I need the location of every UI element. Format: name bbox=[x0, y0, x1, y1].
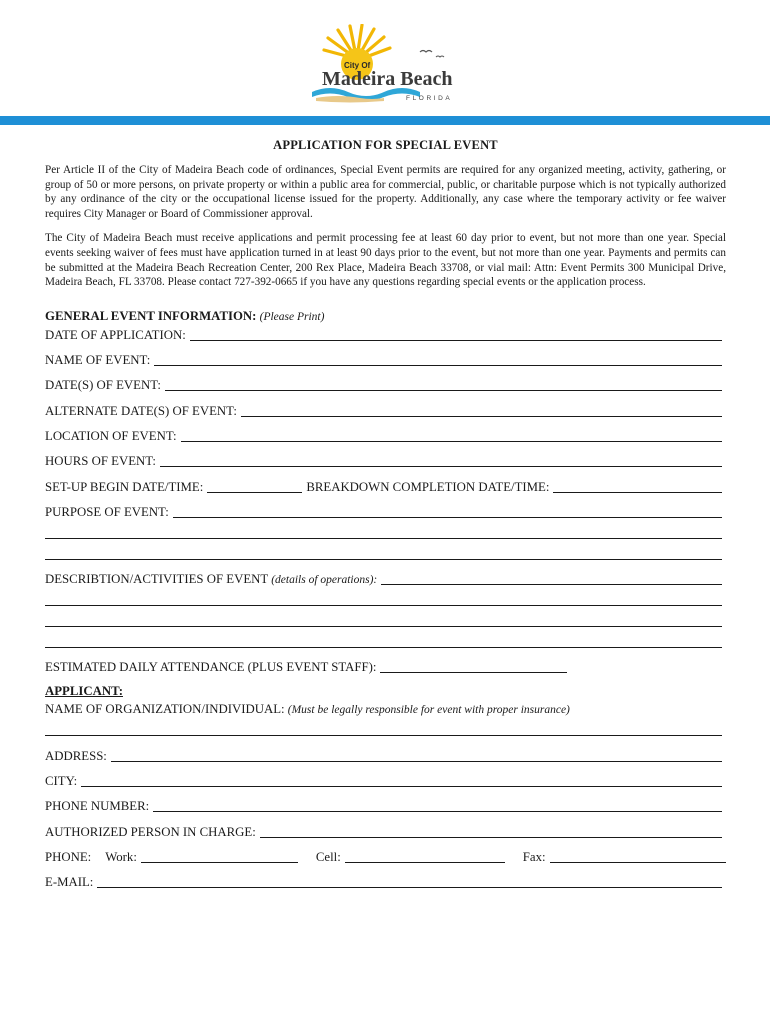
authorized-person-row bbox=[45, 819, 726, 844]
form-body bbox=[45, 138, 726, 895]
logo-city-name: Madeira Beach bbox=[322, 68, 453, 90]
phone-label: PHONE: bbox=[45, 849, 92, 864]
description-label bbox=[45, 572, 377, 587]
description-continuation-field[interactable] bbox=[45, 626, 722, 627]
name-of-event-field[interactable] bbox=[154, 365, 722, 366]
dates-of-event-label: DATE(S) OF EVENT: bbox=[45, 378, 161, 393]
city-of-madeira-beach-logo bbox=[310, 24, 460, 106]
org-name-note: (Must be legally responsible for event with proper insurance) bbox=[287, 704, 570, 717]
hours-of-event-row bbox=[45, 449, 726, 474]
phone-number-row bbox=[45, 794, 726, 819]
description-label-note: (details of operations): bbox=[271, 574, 378, 587]
purpose-continuation-row bbox=[45, 546, 726, 567]
alternate-dates-row bbox=[45, 398, 726, 423]
description-field[interactable] bbox=[381, 584, 722, 585]
date-of-application-field[interactable] bbox=[190, 340, 722, 341]
date-of-application-row bbox=[45, 327, 726, 348]
cell-phone-field[interactable] bbox=[345, 862, 505, 863]
description-continuation-row bbox=[45, 613, 726, 634]
intro-paragraph-permits: Per Article II of the City of Madeira Beach code of ordinances, Special Event permits are required for any organized meeting, activity, gathering, or group of 50 or more persons, on private property or within a public area for commercial, public, or charitable purpose which is not typically authorized by any ordinance of the city or the occupational license issued for the property. Additionally, any case where the temporary activity or fee waiver requires City Manager or Board of Commissioner approval. bbox=[45, 164, 726, 220]
purpose-of-event-row bbox=[45, 500, 726, 525]
purpose-of-event-field[interactable] bbox=[173, 517, 722, 518]
name-of-event-row bbox=[45, 348, 726, 373]
purpose-of-event-label: PURPOSE OF EVENT: bbox=[45, 504, 169, 519]
intro-paragraph-deadlines: The City of Madeira Beach must receive applications and permit processing fee at least 60 day prior to event, but not more than one year. Special events seeking waiver of fees must have application turned in at least 90 days prior to the event, but not more than one year. Payments and permits can be submitted at the Madeira Beach Recreation Center, 200 Rex Place, Madeira Beach 33708, or vial mail: Attn: Event Permits 300 Municipal Drive, Madeira Beach, FL 33708. Please contact 727-392-0665 if you have any questions regarding special events or the application process. bbox=[45, 232, 726, 289]
phone-number-label: PHONE NUMBER: bbox=[45, 799, 150, 814]
org-name-label bbox=[45, 702, 570, 717]
setup-begin-label: SET-UP BEGIN DATE/TIME: bbox=[45, 479, 204, 494]
location-of-event-field[interactable] bbox=[181, 441, 722, 442]
description-continuation-row bbox=[45, 634, 726, 655]
purpose-continuation-row bbox=[45, 525, 726, 546]
phone-number-field[interactable] bbox=[153, 811, 722, 812]
fax-label: Fax: bbox=[522, 849, 546, 864]
email-label: E-MAIL: bbox=[45, 875, 94, 890]
alternate-dates-label: ALTERNATE DATE(S) OF EVENT: bbox=[45, 403, 237, 418]
header-divider-band bbox=[0, 116, 770, 125]
applicant-heading: APPLICANT: bbox=[45, 684, 123, 699]
description-label-text: DESCRIBTION/ACTIVITIES OF EVENT bbox=[45, 572, 268, 587]
dates-of-event-row bbox=[45, 373, 726, 398]
org-name-row bbox=[45, 701, 726, 722]
general-event-information-heading bbox=[45, 309, 726, 324]
attendance-row bbox=[45, 655, 726, 680]
city-label: CITY: bbox=[45, 774, 78, 789]
work-phone-label: Work: bbox=[105, 849, 137, 864]
bird-icon bbox=[420, 51, 432, 53]
authorized-person-label: AUTHORIZED PERSON IN CHARGE: bbox=[45, 824, 256, 839]
purpose-continuation-field[interactable] bbox=[45, 559, 722, 560]
attendance-label: ESTIMATED DAILY ATTENDANCE (PLUS EVENT STAFF): bbox=[45, 660, 377, 675]
alternate-dates-field[interactable] bbox=[241, 416, 722, 417]
hours-of-event-field[interactable] bbox=[160, 466, 722, 467]
setup-breakdown-row bbox=[45, 474, 726, 499]
description-continuation-field[interactable] bbox=[45, 647, 722, 648]
fax-field[interactable] bbox=[550, 862, 726, 863]
page-title: APPLICATION FOR SPECIAL EVENT bbox=[273, 138, 498, 152]
org-name-label-text: NAME OF ORGANIZATION/INDIVIDUAL: bbox=[45, 702, 285, 717]
contact-phones-row bbox=[45, 845, 726, 870]
address-field[interactable] bbox=[111, 761, 722, 762]
logo-state: FLORIDA bbox=[406, 95, 453, 102]
description-continuation-row bbox=[45, 592, 726, 613]
description-continuation-field[interactable] bbox=[45, 605, 722, 606]
city-field[interactable] bbox=[81, 786, 722, 787]
logo-city-of: City Of bbox=[344, 61, 371, 70]
setup-begin-field[interactable] bbox=[207, 492, 302, 493]
name-of-event-label: NAME OF EVENT: bbox=[45, 353, 151, 368]
breakdown-completion-field[interactable] bbox=[553, 492, 722, 493]
org-name-field[interactable] bbox=[45, 735, 722, 736]
date-of-application-label: DATE OF APPLICATION: bbox=[45, 327, 186, 342]
location-of-event-label: LOCATION OF EVENT: bbox=[45, 428, 177, 443]
work-phone-field[interactable] bbox=[141, 862, 298, 863]
purpose-continuation-field[interactable] bbox=[45, 538, 722, 539]
attendance-field[interactable] bbox=[380, 672, 567, 673]
description-row bbox=[45, 567, 726, 592]
general-heading-note: (Please Print) bbox=[259, 310, 325, 323]
location-of-event-row bbox=[45, 424, 726, 449]
email-field[interactable] bbox=[97, 887, 722, 888]
address-row bbox=[45, 743, 726, 768]
general-heading-text: GENERAL EVENT INFORMATION: bbox=[45, 308, 257, 323]
cell-phone-label: Cell: bbox=[315, 849, 341, 864]
city-row bbox=[45, 769, 726, 794]
address-label: ADDRESS: bbox=[45, 748, 107, 763]
dates-of-event-field[interactable] bbox=[165, 390, 722, 391]
org-name-line-row bbox=[45, 722, 726, 743]
authorized-person-field[interactable] bbox=[260, 837, 722, 838]
email-row bbox=[45, 870, 726, 895]
hours-of-event-label: HOURS OF EVENT: bbox=[45, 454, 156, 469]
breakdown-completion-label: BREAKDOWN COMPLETION DATE/TIME: bbox=[306, 479, 550, 494]
bird-icon bbox=[436, 56, 444, 57]
